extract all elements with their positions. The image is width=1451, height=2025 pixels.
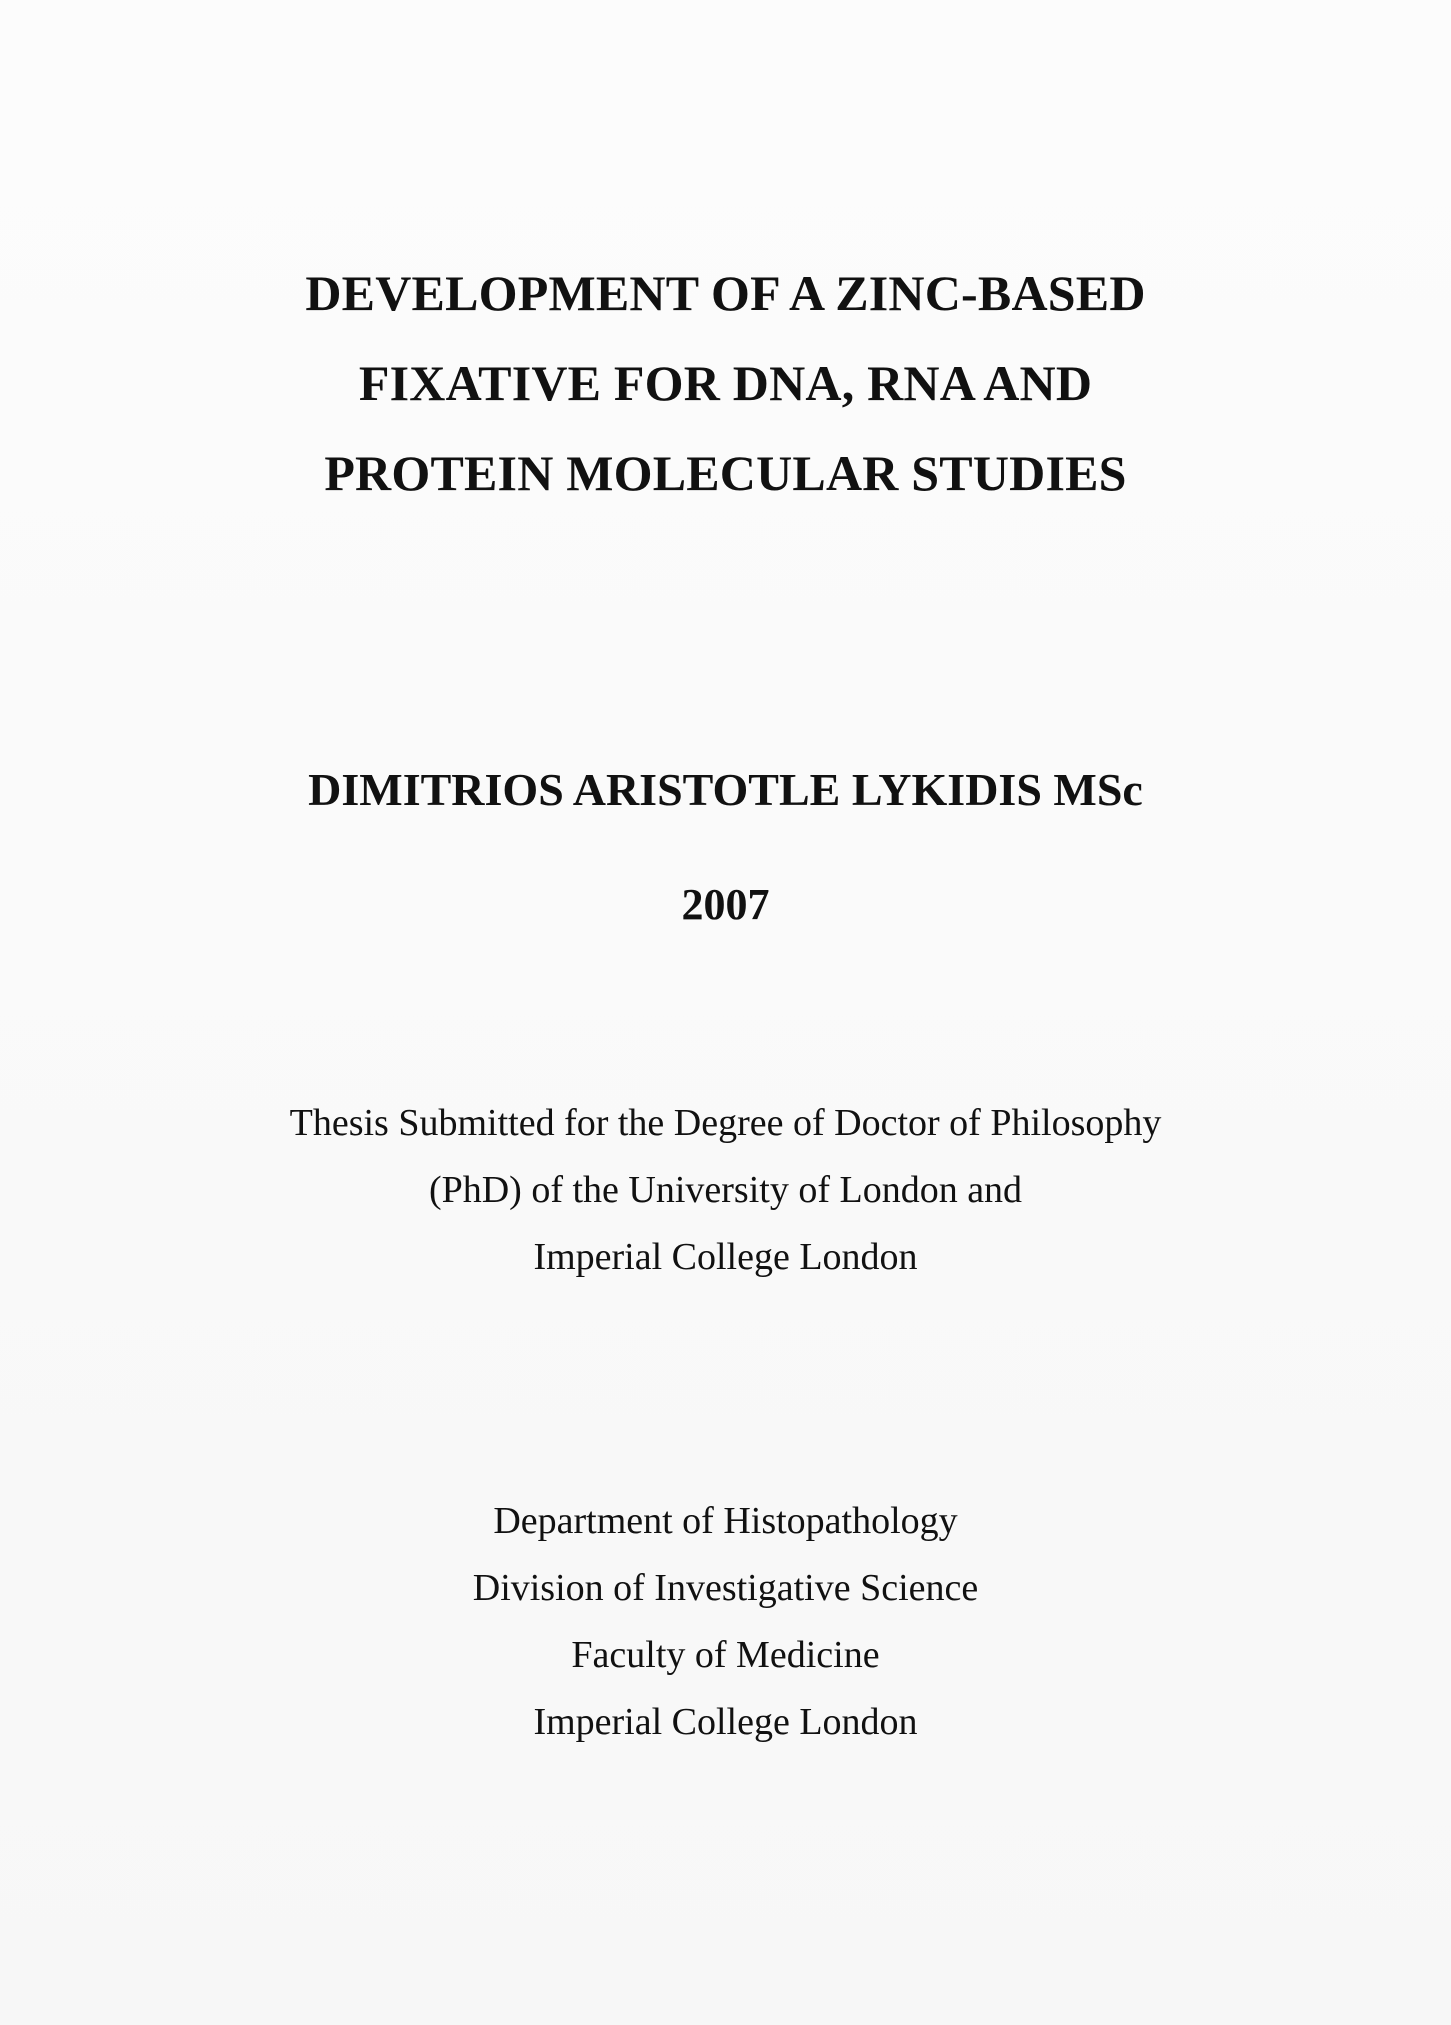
department-line-4: Imperial College London bbox=[533, 1701, 918, 1743]
title-line-1: DEVELOPMENT OF A ZINC-BASED bbox=[305, 265, 1146, 321]
thesis-title bbox=[0, 248, 1451, 518]
degree-line-2: (PhD) of the University of London and bbox=[428, 1169, 1023, 1211]
degree-statement bbox=[0, 1090, 1451, 1291]
submission-year: 2007 bbox=[681, 880, 770, 929]
degree-line-1: Thesis Submitted for the Degree of Doctor of Philosophy bbox=[289, 1102, 1162, 1144]
department-affiliation bbox=[0, 1488, 1451, 1756]
title-line-3: PROTEIN MOLECULAR STUDIES bbox=[324, 445, 1127, 501]
degree-line-3: Imperial College London bbox=[533, 1236, 918, 1278]
author-name: DIMITRIOS ARISTOTLE LYKIDIS MSc bbox=[308, 764, 1143, 815]
department-line-3: Faculty of Medicine bbox=[571, 1634, 880, 1676]
title-line-2: FIXATIVE FOR DNA, RNA AND bbox=[358, 355, 1093, 411]
department-line-2: Division of Investigative Science bbox=[472, 1567, 979, 1609]
department-line-1: Department of Histopathology bbox=[493, 1500, 958, 1542]
